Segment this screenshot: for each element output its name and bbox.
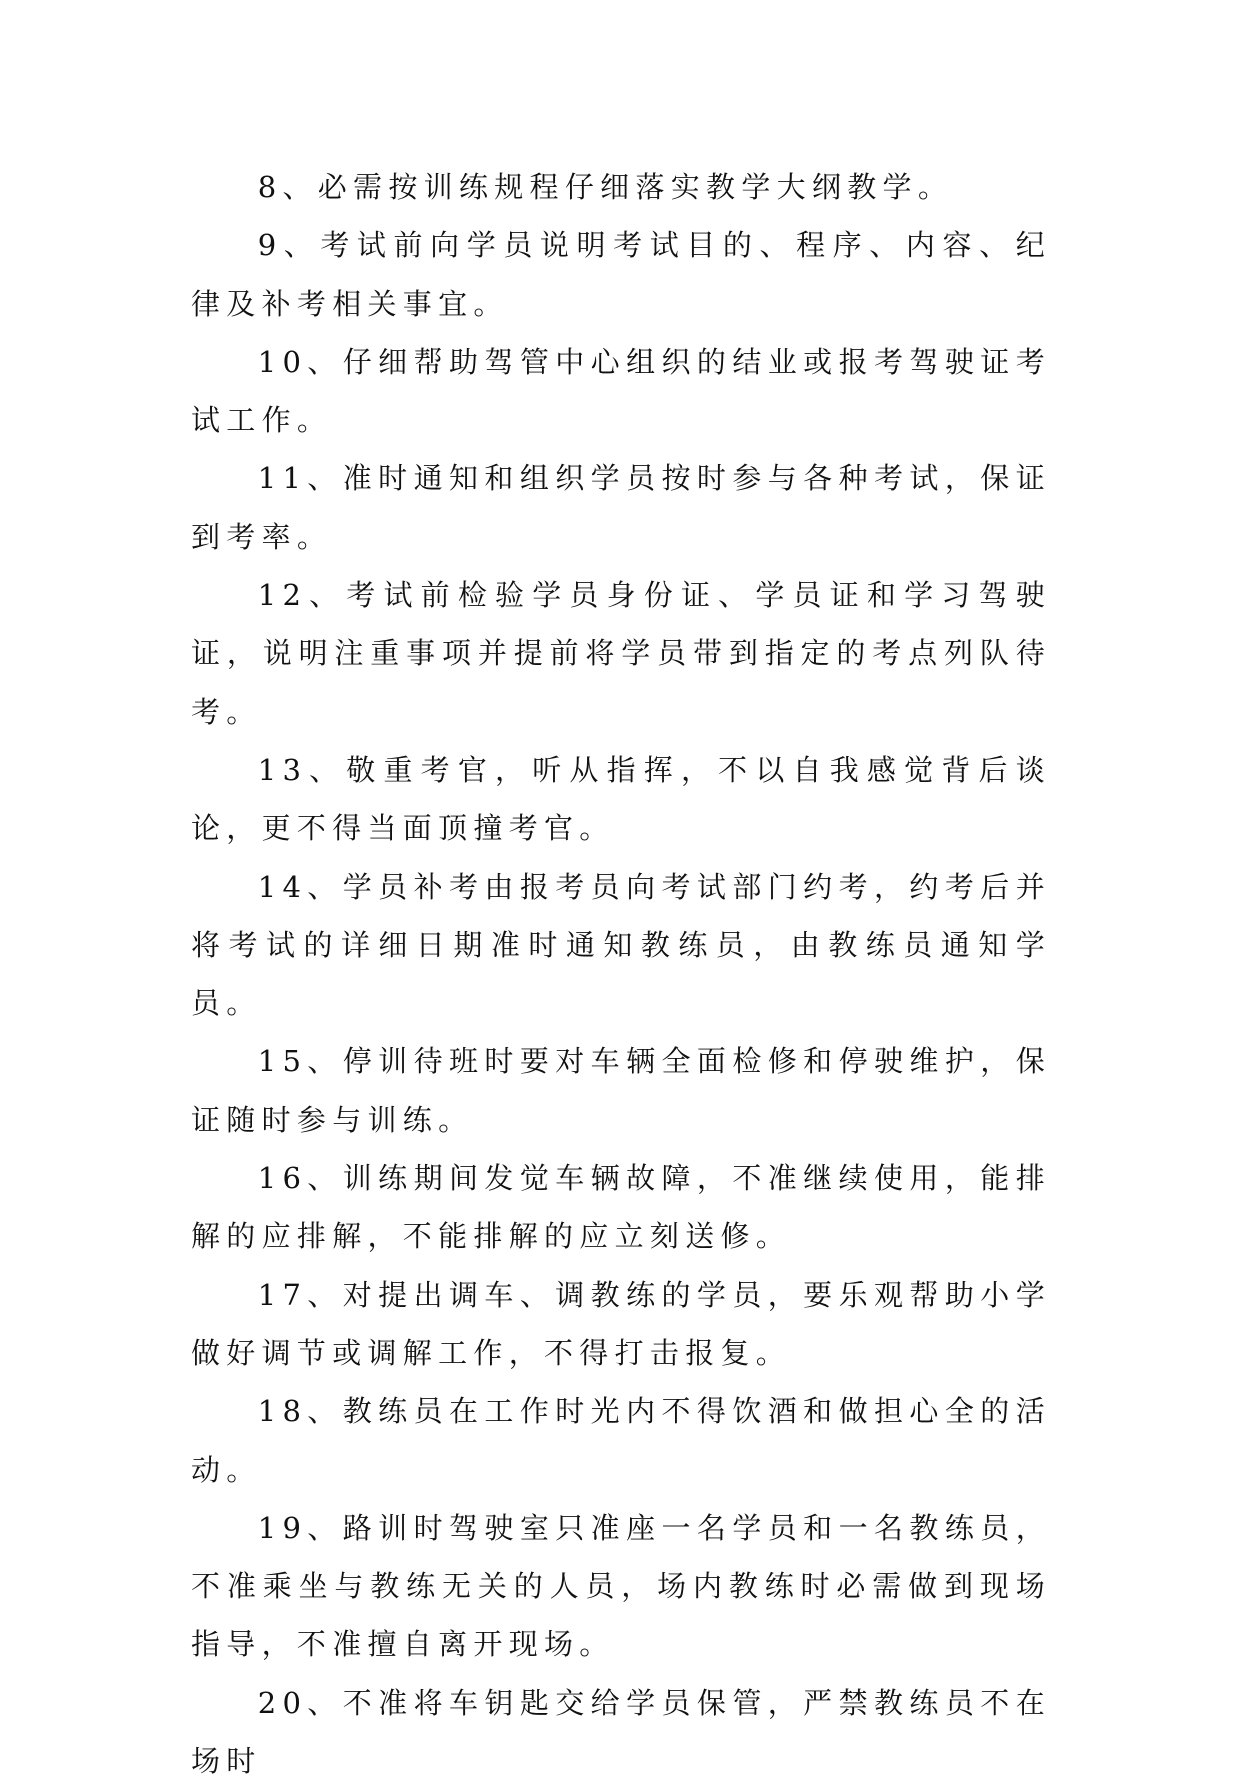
document-body: [191, 158, 1051, 1790]
paragraph-item-9: 9、考试前向学员说明考试目的、程序、内容、纪律及补考相关事宜。: [191, 228, 1051, 321]
paragraph-item-19: 19、路训时驾驶室只准座一名学员和一名教练员，不准乘坐与教练无关的人员，场内教练时必需做到现场指导，不准擅自离开现场。: [191, 1510, 1051, 1662]
paragraph-item-20: 20、不准将车钥匙交给学员保管，严禁教练员不在场时: [191, 1685, 1051, 1779]
paragraph-item-18: 18、教练员在工作时光内不得饮酒和做担心全的活动。: [191, 1394, 1051, 1487]
paragraph-item-13: 13、敬重考官，听从指挥，不以自我感觉背后谈论，更不得当面顶撞考官。: [191, 752, 1051, 846]
paragraph-item-16: 16、训练期间发觉车辆故障，不准继续使用，能排解的应排解，不能排解的应立刻送修。: [191, 1161, 1051, 1254]
paragraph-item-12: 12、考试前检验学员身份证、学员证和学习驾驶证，说明注重事项并提前将学员带到指定的考点列队待考。: [191, 578, 1051, 729]
paragraph-item-8: 8、必需按训练规程仔细落实教学大纲教学。: [257, 170, 954, 204]
paragraph-item-17: 17、对提出调车、调教练的学员，要乐观帮助小学做好调节或调解工作，不得打击报复。: [191, 1277, 1051, 1370]
paragraph-item-10: 10、仔细帮助驾管中心组织的结业或报考驾驶证考试工作。: [191, 344, 1051, 438]
paragraph-item-14: 14、学员补考由报考员向考试部门约考，约考后并将考试的详细日期准时通知教练员，由教练员通知学员。: [191, 869, 1051, 1021]
paragraph-item-11: 11、准时通知和组织学员按时参与各种考试，保证到考率。: [191, 461, 1051, 554]
paragraph-item-15: 15、停训待班时要对车辆全面检修和停驶维护，保证随时参与训练。: [191, 1044, 1051, 1137]
